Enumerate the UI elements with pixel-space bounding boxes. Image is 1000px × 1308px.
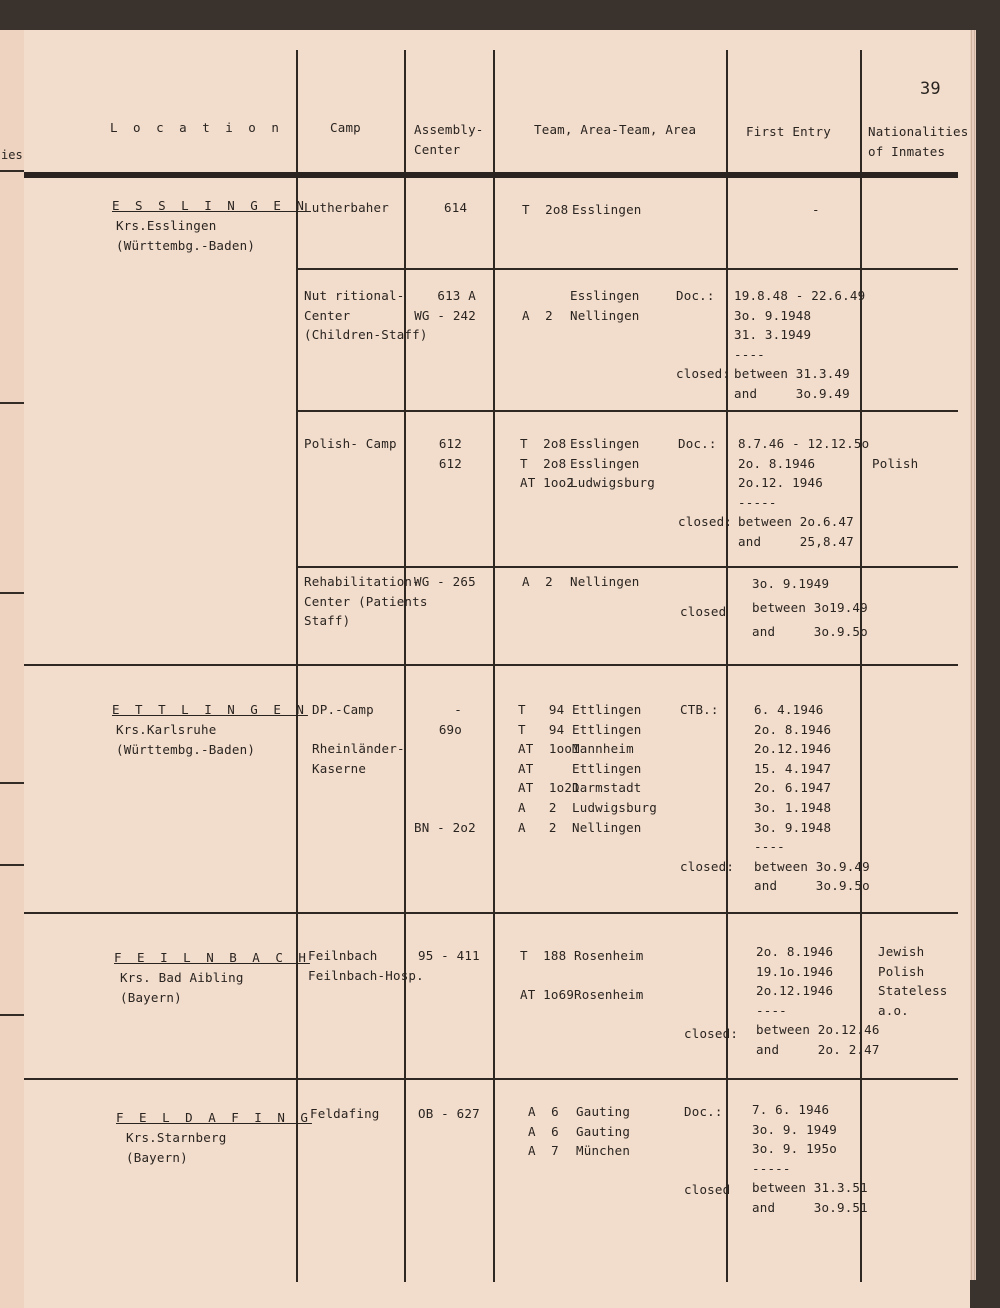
assembly-center: OB - 627 <box>418 1106 480 1121</box>
column-rule <box>726 50 728 1282</box>
previous-page-rule <box>0 592 24 594</box>
team-codes: A 2 <box>522 574 553 589</box>
first-entry-dates: - <box>812 202 820 217</box>
camp-name: Polish- Camp <box>304 436 397 451</box>
header-assembly-center: Assembly- Center <box>414 122 484 157</box>
camp-name: DP.-Camp Rheinländer- Kaserne <box>312 702 405 776</box>
location-district: Krs.Karlsruhe (Württembg.-Baden) <box>116 722 256 757</box>
location-district: Krs.Starnberg (Bayern) <box>126 1130 227 1165</box>
header-first-entry: First Entry <box>746 124 831 139</box>
location-name: E T T L I N G E N <box>112 702 308 717</box>
first-entry-dates: 3o. 9.1949 between 3o19.49 and 3o.9.5o <box>752 576 868 639</box>
column-rule <box>404 50 406 1282</box>
assembly-center: 612 612 <box>438 436 462 471</box>
camp-name: Nut ritional- Center (Children-Staff) <box>304 288 428 343</box>
status-labels: Doc.: closed <box>684 1104 731 1198</box>
section-rule <box>24 1078 958 1080</box>
first-entry-dates: 7. 6. 1946 3o. 9. 1949 3o. 9. 195o ----- between 31.3.51 and 3o.9.51 <box>752 1102 868 1215</box>
nationalities: Jewish Polish Stateless a.o. <box>878 944 948 1018</box>
previous-page-rule <box>0 170 24 172</box>
camp-name: Feldafing <box>310 1106 380 1121</box>
section-rule <box>24 664 958 666</box>
header-team: Team, Area-Team, Area <box>534 122 697 137</box>
header-camp: Camp <box>330 120 361 135</box>
status-labels: closed: <box>684 1026 739 1042</box>
nationalities: Polish <box>872 455 919 471</box>
team-codes: T 188 AT 1o69 <box>520 948 575 1003</box>
team-codes: A 6 A 6 A 7 <box>528 1104 559 1159</box>
team-codes: T 2o8 <box>522 202 569 217</box>
first-entry-dates: 8.7.46 - 12.12.5o 2o. 8.1946 2o.12. 1946 ----- between 2o.6.47 and 25,8.47 <box>738 436 870 549</box>
header-nationalities: Nationalities of Inmates <box>868 124 969 159</box>
row-rule <box>296 410 958 412</box>
previous-page-rule <box>0 1014 24 1016</box>
location-name: F E I L N B A C H <box>114 950 310 965</box>
team-places: Esslingen <box>572 202 642 217</box>
team-places: Esslingen Esslingen Ludwigsburg <box>570 436 655 491</box>
first-entry-dates: 6. 4.1946 2o. 8.1946 2o.12.1946 15. 4.1947 2o. 6.1947 3o. 1.1948 3o. 9.1948 ---- between 3o.9.49 and 3o.9.5o <box>754 702 870 894</box>
page-number: 39 <box>920 79 941 99</box>
location-district: Krs.Esslingen (Württembg.-Baden) <box>116 218 256 253</box>
assembly-center: - 69o BN - 2o2 <box>414 702 476 835</box>
location-district: Krs. Bad Aibling (Bayern) <box>120 970 244 1005</box>
team-places: Gauting Gauting München <box>576 1104 631 1159</box>
column-rule <box>493 50 495 1282</box>
assembly-center: 613 A WG - 242 <box>414 288 476 323</box>
status-labels: CTB.: closed: <box>680 702 735 874</box>
column-rule <box>296 50 298 1282</box>
previous-page-rule <box>0 782 24 784</box>
previous-page-fragment: ies <box>1 148 23 162</box>
previous-page-edge <box>0 30 26 1308</box>
first-entry-dates: 19.8.48 - 22.6.49 3o. 9.1948 31. 3.1949 ---- between 31.3.49 and 3o.9.49 <box>734 288 866 401</box>
team-places: Nellingen <box>570 574 640 589</box>
location-name: F E L D A F I N G <box>116 1110 312 1125</box>
status-labels: Doc.: closed: <box>676 288 731 382</box>
team-places: Ettlingen Ettlingen Mannheim Ettlingen Darmstadt Ludwigsburg Nellingen <box>572 702 657 835</box>
status-labels: closed <box>680 603 727 619</box>
header-location: L o c a t i o n <box>110 120 283 135</box>
previous-page-rule <box>0 402 24 404</box>
row-rule <box>296 566 958 568</box>
location-name: E S S L I N G E N <box>112 198 308 213</box>
team-codes: T 94 T 94 AT 1oo1 AT AT 1o21 A 2 A 2 <box>518 702 580 835</box>
assembly-center: WG - 265 <box>414 574 476 589</box>
table-page <box>24 30 970 1308</box>
first-entry-dates: 2o. 8.1946 19.1o.1946 2o.12.1946 ---- between 2o.12.46 and 2o. 2.47 <box>756 944 880 1057</box>
camp-name: Lutherbaher <box>304 200 389 215</box>
team-codes: T 2o8 T 2o8 AT 1oo2 <box>520 436 575 491</box>
team-places: Esslingen Nellingen <box>570 288 640 323</box>
assembly-center: 614 <box>444 200 468 215</box>
section-rule <box>24 912 958 914</box>
header-rule <box>24 172 958 178</box>
previous-page-rule <box>0 864 24 866</box>
assembly-center: 95 - 411 <box>418 948 480 963</box>
camp-name: Rehabilitation- Center (Patients Staff) <box>304 574 428 629</box>
status-labels: Doc.: closed: <box>678 436 733 530</box>
team-places: Rosenheim Rosenheim <box>574 948 644 1003</box>
camp-name: Feilnbach Feilnbach-Hosp. <box>308 948 424 983</box>
column-rule <box>860 50 862 1282</box>
team-codes: A 2 <box>522 307 553 323</box>
row-rule <box>296 268 958 270</box>
